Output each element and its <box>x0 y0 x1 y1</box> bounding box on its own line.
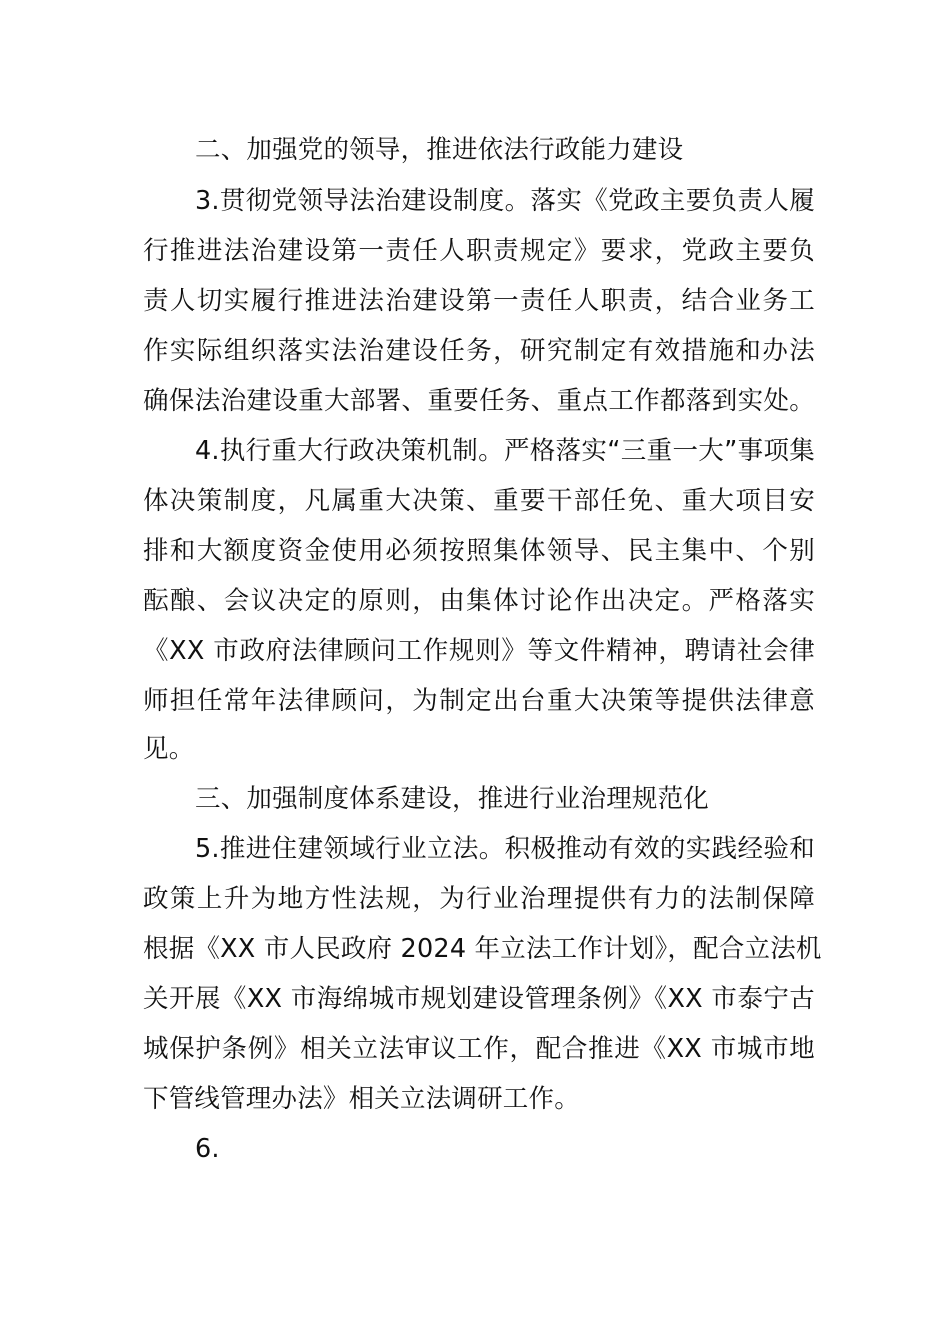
paragraph-line: 作实际组织落实法治建设任务，研究制定有效措施和办法 <box>143 336 815 366</box>
paragraph-line: 责人切实履行推进法治建设第一责任人职责，结合业务工 <box>143 286 815 316</box>
paragraph-line: 酝酿、会议决定的原则，由集体讨论作出决定。严格落实 <box>143 586 815 616</box>
paragraph-line: 根据《XX 市人民政府 2024 年立法工作计划》，配合立法机 <box>143 934 822 964</box>
paragraph-line: 4.执行重大行政决策机制。严格落实“三重一大”事项集 <box>195 436 815 466</box>
paragraph-line: 下管线管理办法》相关立法调研工作。 <box>143 1084 580 1114</box>
section-heading-2: 二、加强党的领导，推进依法行政能力建设 <box>195 135 684 165</box>
paragraph-line: 见。 <box>143 734 195 764</box>
paragraph-line: 3.贯彻党领导法治建设制度。落实《党政主要负责人履 <box>195 186 815 216</box>
paragraph-line: 排和大额度资金使用必须按照集体领导、民主集中、个别 <box>143 536 815 566</box>
paragraph-line: 师担任常年法律顾问，为制定出台重大决策等提供法律意 <box>143 686 815 716</box>
paragraph-line: 城保护条例》相关立法审议工作，配合推进《XX 市城市地 <box>143 1034 815 1064</box>
paragraph-line: 政策上升为地方性法规，为行业治理提供有力的法制保障 <box>143 884 815 914</box>
section-heading-3: 三、加强制度体系建设，推进行业治理规范化 <box>195 784 710 814</box>
paragraph-line: 关开展《XX 市海绵城市规划建设管理条例》《XX 市泰宁古 <box>143 984 815 1014</box>
paragraph-line: 5.推进住建领域行业立法。积极推动有效的实践经验和 <box>195 834 815 864</box>
paragraph-line: 行推进法治建设第一责任人职责规定》要求，党政主要负 <box>143 236 815 266</box>
paragraph-line: 《XX 市政府法律顾问工作规则》等文件精神，聘请社会律 <box>143 636 815 666</box>
paragraph-line: 6. <box>195 1134 220 1164</box>
paragraph-line: 体决策制度，凡属重大决策、重要干部任免、重大项目安 <box>143 486 815 516</box>
paragraph-line: 确保法治建设重大部署、重要任务、重点工作都落到实处。 <box>143 386 815 416</box>
